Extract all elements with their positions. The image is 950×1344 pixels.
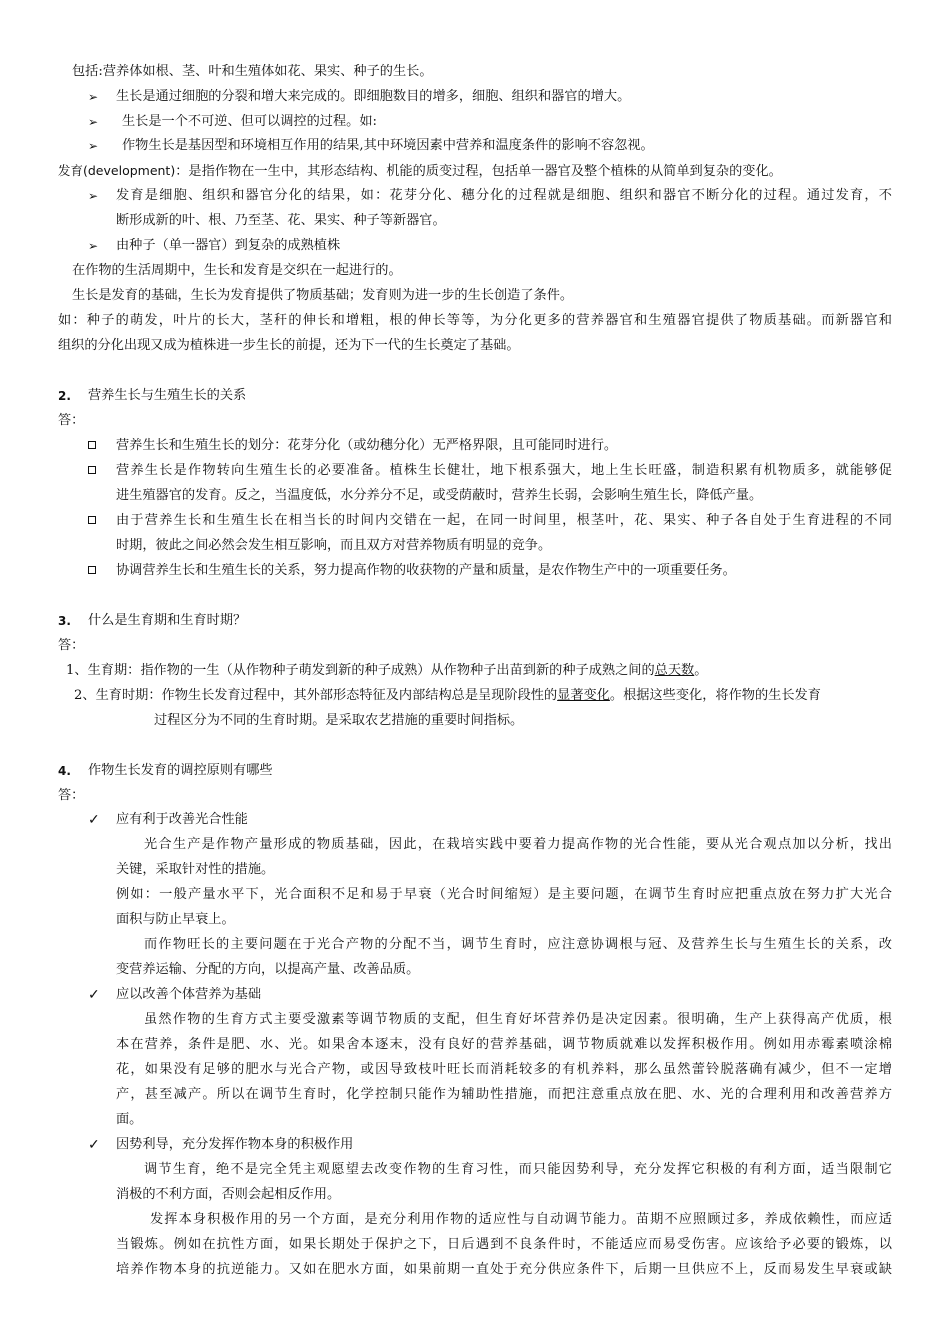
answer-item — [74, 686, 821, 706]
answer-text: 。 — [694, 663, 708, 678]
question-number: 2. — [58, 389, 71, 403]
answer-label: 答： — [58, 788, 85, 803]
answer-text: 。根据这些变化，将作物的生长发育 — [609, 688, 821, 703]
intro-line: 包括:营养体如根、茎、叶和生殖体如花、果实、种子的生长。 — [72, 64, 433, 79]
paragraph-line: 消极的不利方面，否则会起相反作用。 — [116, 1187, 341, 1202]
arrow-bullet-icon: ➢ — [88, 239, 99, 253]
bullet-text-continued: 断形成新的叶、根、乃至茎、花、果实、种子等新器官。 — [116, 213, 446, 228]
principle-heading: 应以改善个体营养为基础 — [116, 987, 262, 1002]
paragraph-line: 产，甚至减产。所以在调节生育时，化学控制只能作为辅助性措施，而把注意重点放在肥、水、光的合理利用和改善营养方 — [116, 1087, 892, 1102]
answer-item — [66, 661, 707, 681]
paragraph-line: 组织的分化出现又成为植株进一步生长的前提，还为下一代的生长奠定了基础。 — [58, 338, 520, 353]
arrow-bullet-icon: ➢ — [88, 90, 99, 104]
principle-heading: 因势利导，充分发挥作物本身的积极作用 — [116, 1137, 354, 1152]
underlined-term: 显著变化 — [557, 688, 610, 703]
paragraph-line: 面。 — [116, 1112, 143, 1127]
definition-term: 发育(development) — [58, 163, 176, 178]
underlined-term: 总天数 — [654, 663, 695, 678]
bullet-text-continued: 时期，彼此之间必然会发生相互影响，而且双方对营养物质有明显的竞争。 — [116, 538, 552, 553]
answer-label: 答： — [58, 413, 85, 428]
bullet-text: 发育是细胞、组织和器官分化的结果，如：花芽分化、穗分化的过程就是细胞、组织和器官不断分化的过程。通过发育，不 — [116, 188, 892, 203]
bullet-text: 营养生长和生殖生长的划分：花芽分化（或幼穗分化）无严格界限，且可能同时进行。 — [116, 438, 618, 453]
square-bullet-icon — [88, 466, 96, 474]
paragraph-line: 虽然作物的生育方式主要受激素等调节物质的支配，但生育好坏营养仍是决定因素。很明确，生产上获得高产优质，根 — [144, 1012, 892, 1027]
bullet-text: 生长是一个不可逆、但可以调控的过程。如: — [122, 114, 378, 129]
question-title: 什么是生育期和生育时期？ — [88, 613, 247, 628]
bullet-text: 由种子（单一器官）到复杂的成熟植株 — [116, 238, 341, 253]
square-bullet-icon — [88, 516, 96, 524]
arrow-bullet-icon: ➢ — [88, 189, 99, 203]
bullet-text: 协调营养生长和生殖生长的关系，努力提高作物的收获物的产量和质量，是农作物生产中的一项重要任务。 — [116, 563, 736, 578]
paragraph-line: 例如：一般产量水平下，光合面积不足和易于早衰（光合时间缩短）是主要问题，在调节生育时应把重点放在努力扩大光合 — [116, 887, 892, 902]
arrow-bullet-icon: ➢ — [88, 139, 99, 153]
bullet-text: 由于营养生长和生殖生长在相当长的时间内交错在一起，在同一时间里，根茎叶，花、果实、种子各自处于生育进程的不同 — [116, 513, 892, 528]
paragraph-line: 而作物旺长的主要问题在于光合产物的分配不当，调节生育时，应注意协调根与冠、及营养生长与生殖生长的关系，改 — [144, 937, 892, 952]
paragraph-line: 如：种子的萌发，叶片的长大，茎秆的伸长和增粗，根的伸长等等，为分化更多的营养器官和生殖器官提供了物质基础。而新器官和 — [58, 313, 892, 328]
paragraph-line: 面积与防止早衰上。 — [116, 912, 235, 927]
answer-text: 2、生育时期：作物生长发育过程中，其外部形态特征及内部结构总是呈现阶段性的 — [74, 688, 558, 703]
paragraph-line: 关键，采取针对性的措施。 — [116, 862, 275, 877]
answer-item-continued: 过程区分为不同的生育时期。是采取农艺措施的重要时间指标。 — [154, 713, 524, 728]
square-bullet-icon — [88, 441, 96, 449]
arrow-bullet-icon: ➢ — [88, 115, 99, 129]
paragraph-line: 在作物的生活周期中，生长和发育是交织在一起进行的。 — [72, 263, 402, 278]
paragraph-line: 发挥本身积极作用的另一个方面，是充分利用作物的适应性与自动调节能力。苗期不应照顾过多，养成依赖性，而应适 — [150, 1212, 892, 1227]
answer-label: 答： — [58, 638, 85, 653]
check-bullet-icon: ✓ — [88, 987, 100, 1003]
check-bullet-icon: ✓ — [88, 1137, 100, 1153]
definition-line — [58, 161, 782, 182]
definition-text: ：是指作物在一生中，其形态结构、机能的质变过程，包括单一器官及整个植株的从简单到复杂的变化。 — [175, 164, 782, 179]
paragraph-line: 当锻炼。例如在抗性方面，如果长期处于保护之下，日后遇到不良条件时，不能适应而易受伤害。应该给予必要的锻炼，以 — [116, 1237, 892, 1252]
question-title: 作物生长发育的调控原则有哪些 — [88, 763, 273, 778]
answer-text: 1、生育期：指作物的一生（从作物种子萌发到新的种子成熟）从作物种子出苗到新的种子成熟之间的 — [66, 663, 655, 678]
bullet-text: 作物生长是基因型和环境相互作用的结果,其中环境因素中营养和温度条件的影响不容忽视。 — [122, 138, 654, 153]
question-number: 3. — [58, 614, 71, 628]
check-bullet-icon: ✓ — [88, 812, 100, 828]
principle-heading: 应有利于改善光合性能 — [116, 812, 248, 827]
paragraph-line: 调节生育，绝不是完全凭主观愿望去改变作物的生育习性，而只能因势利导，充分发挥它积极的有利方面，适当限制它 — [144, 1162, 892, 1177]
bullet-text: 营养生长是作物转向生殖生长的必要准备。植株生长健壮，地下根系强大，地上生长旺盛，制造积累有机物质多，就能够促 — [116, 463, 892, 478]
question-title: 营养生长与生殖生长的关系 — [88, 388, 247, 403]
paragraph-line: 本在营养，条件是肥、水、光。如果舍本逐末，没有良好的营养基础，调节物质就难以发挥积极作用。例如用赤霉素喷涂棉 — [116, 1037, 892, 1052]
paragraph-line: 花，如果没有足够的肥水与光合产物，或因导致枝叶旺长而消耗较多的有机养料，那么虽然蕾铃脱落确有减少，但不一定增 — [116, 1062, 892, 1077]
bullet-text: 生长是通过细胞的分裂和增大来完成的。即细胞数目的增多，细胞、组织和器官的增大。 — [116, 89, 631, 104]
paragraph-line: 光合生产是作物产量形成的物质基础，因此，在栽培实践中要着力提高作物的光合性能，要从光合观点加以分析，找出 — [144, 837, 892, 852]
bullet-text-continued: 进生殖器官的发育。反之，当温度低，水分养分不足，或受荫蔽时，营养生长弱，会影响生殖生长，降低产量。 — [116, 488, 763, 503]
question-number: 4. — [58, 764, 71, 778]
paragraph-line: 变营养运输、分配的方向，以提高产量、改善品质。 — [116, 962, 420, 977]
square-bullet-icon — [88, 566, 96, 574]
paragraph-line: 生长是发育的基础，生长为发育提供了物质基础；发育则为进一步的生长创造了条件。 — [72, 288, 574, 303]
paragraph-line: 培养作物本身的抗逆能力。又如在肥水方面，如果前期一直处于充分供应条件下，后期一旦供应不上，反而易发生早衰或缺 — [116, 1262, 892, 1277]
